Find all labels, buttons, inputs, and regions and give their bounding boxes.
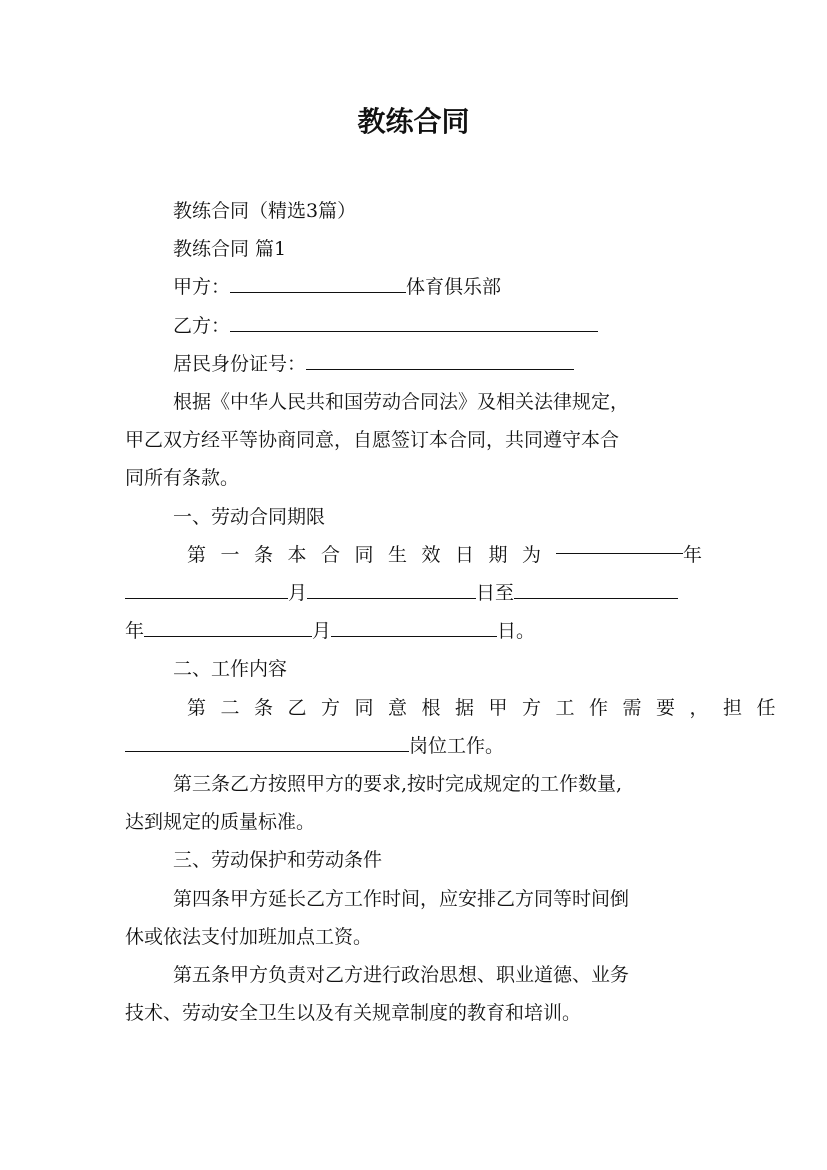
article-1-line-2: [125, 574, 702, 612]
article-1-text: 第一条本合同生效日期为: [187, 543, 556, 566]
article-1-year-2: 年: [125, 620, 145, 643]
article-5-line-1: 第五条甲方负责对乙方进行政治思想、职业道德、业务: [173, 964, 630, 987]
document-title: 教练合同: [357, 105, 470, 138]
party-a-label: 甲方：: [173, 276, 231, 299]
article-1-line-1: [125, 536, 702, 574]
article-1-blank-a: [125, 581, 288, 599]
article-1-month-2: 月: [312, 620, 332, 643]
article-2-post-blank: [125, 734, 409, 752]
article-1-month: 月: [288, 582, 308, 605]
part-heading: 教练合同 篇1: [173, 238, 287, 261]
party-a-suffix: 体育俱乐部: [406, 276, 502, 299]
id-line: [125, 345, 702, 383]
party-a-line: [125, 268, 702, 306]
document-body: [125, 192, 791, 1032]
section-heading-3: 三、劳动保护和劳动条件: [173, 849, 383, 872]
party-b-line: [125, 307, 702, 345]
id-blank: [306, 352, 574, 370]
article-1-day-to: 日至: [476, 582, 515, 605]
subtitle: 教练合同（精选3篇）: [173, 200, 357, 222]
article-5-line-2: 技术、劳动安全卫生以及有关规章制度的教育和培训。: [125, 1002, 582, 1025]
article-4-line-2: 休或依法支付加班加点工资。: [125, 925, 373, 948]
intro-line-3: 同所有条款。: [125, 467, 240, 490]
article-1-blank-d: [144, 619, 312, 637]
article-1-line-3: [125, 612, 702, 650]
article-1-blank-c: [514, 581, 678, 599]
party-b-label: 乙方：: [173, 314, 231, 337]
party-a-blank: [230, 275, 406, 293]
article-3-line-1: 第三条乙方按照甲方的要求,按时完成规定的工作数量,: [173, 773, 623, 796]
article-1-year: 年: [682, 543, 702, 566]
section-heading-1: 一、劳动合同期限: [173, 505, 326, 528]
article-4-line-1: 第四条甲方延长乙方工作时间，应安排乙方同等时间倒: [173, 887, 630, 910]
intro-line-1: 根据《中华人民共和国劳动合同法》及相关法律规定，: [173, 391, 630, 414]
article-2-text: 第二条乙方同意根据甲方工作需要，担任: [187, 696, 791, 719]
article-2-post: 岗位工作。: [409, 734, 505, 757]
id-label: 居民身份证号：: [173, 352, 307, 375]
article-1-year-blank: [556, 536, 683, 554]
article-2-line-2: [125, 727, 702, 765]
article-3-line-2: 达到规定的质量标准。: [125, 811, 316, 834]
article-2-line-1: [125, 689, 791, 727]
intro-line-2: 甲乙双方经平等协商同意，自愿签订本合同，共同遵守本合: [125, 429, 620, 452]
article-1-blank-e: [331, 619, 497, 637]
article-1-blank-b: [307, 581, 476, 599]
party-b-blank: [230, 314, 598, 332]
section-heading-2: 二、工作内容: [173, 658, 288, 681]
article-1-day-end: 日。: [497, 620, 536, 643]
